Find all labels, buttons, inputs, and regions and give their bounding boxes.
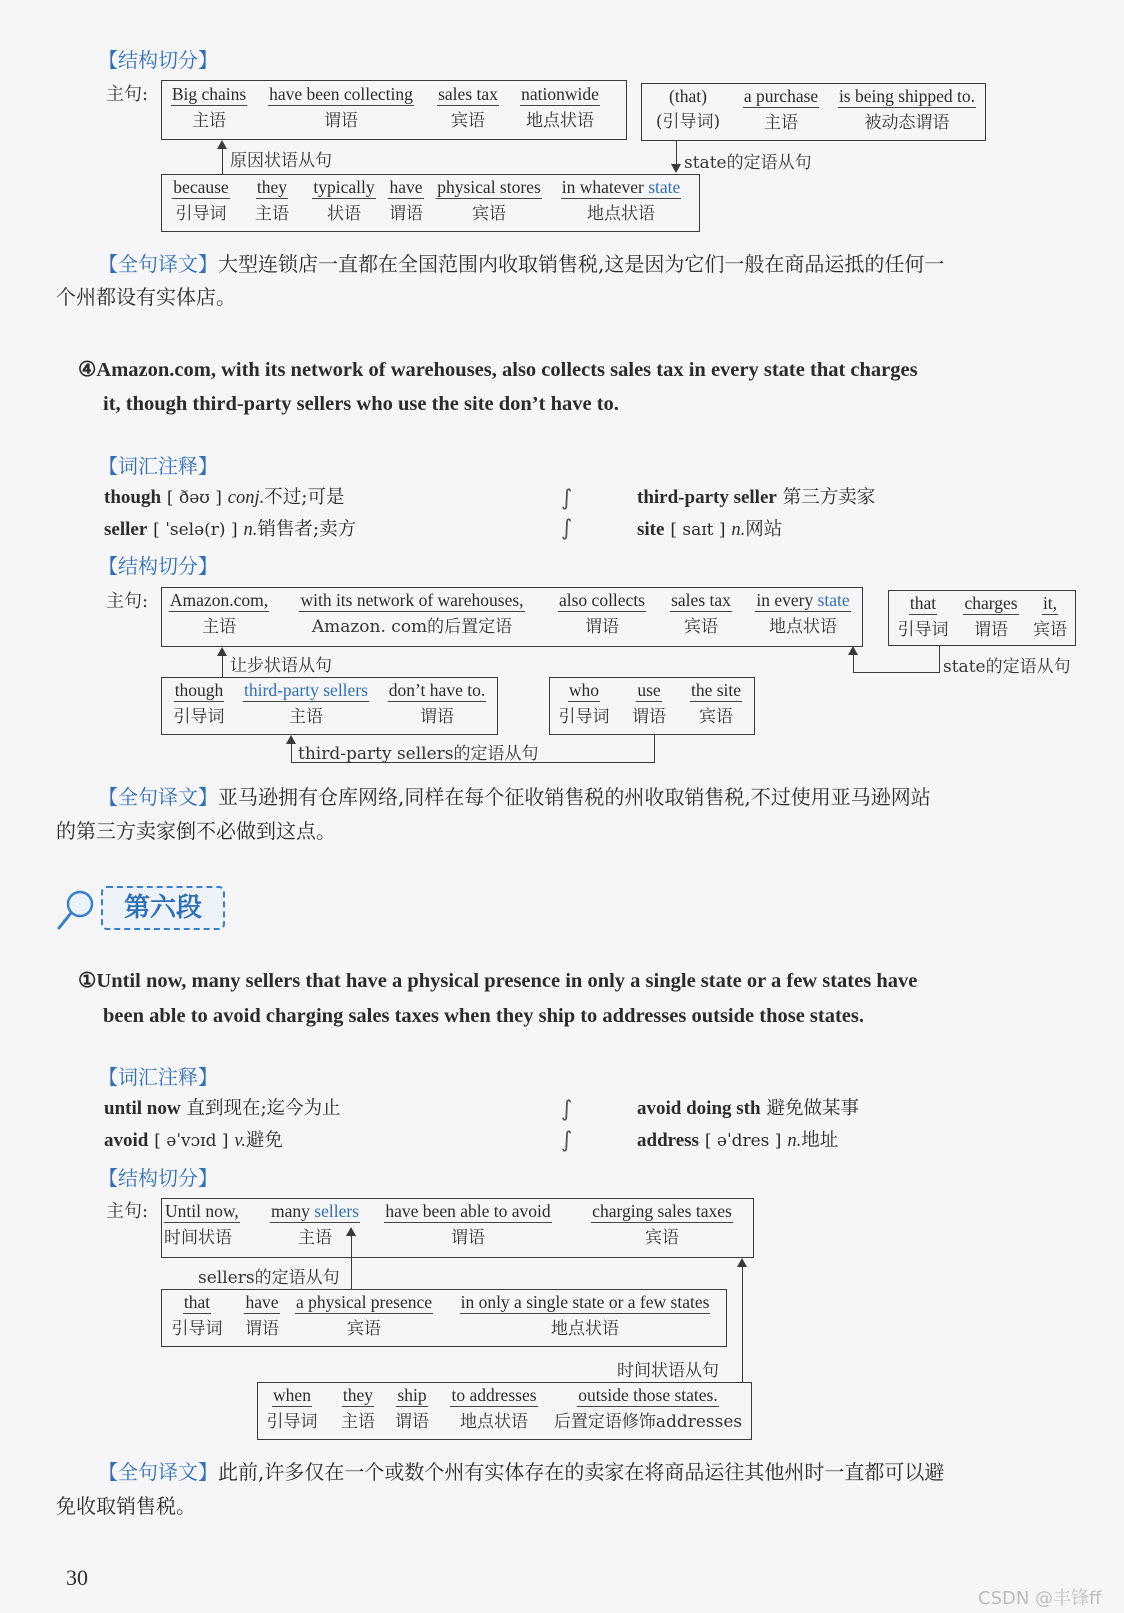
structure-label: 【结构切分】 (98, 48, 218, 72)
clause-cell: also collects 谓语 (558, 590, 645, 637)
clause-cell: sales tax 宾语 (438, 84, 498, 131)
clause-box-when (257, 1382, 752, 1440)
translation-line: 【全句译文】亚马逊拥有仓库网络,同样在每个征收销售税的州收取销售税,不过使用亚马逊网站 (98, 785, 931, 809)
clause-cell: third-party sellers 主语 (244, 680, 368, 727)
clause-cell: have 谓语 (389, 177, 423, 224)
connector (939, 646, 940, 673)
translation-line: 的第三方卖家倒不必做到这点。 (56, 819, 336, 843)
clause-cell: they 主语 (255, 177, 289, 224)
clause-cell: (that) (引导词) (655, 86, 721, 132)
connector (654, 735, 655, 763)
vocab-item: site [ saɪt ] n.网站 (637, 519, 783, 540)
clause-cell: who 引导词 (558, 680, 610, 727)
clause-cell: charges 谓语 (964, 593, 1018, 640)
clause-cell: Until now, 时间状语 (164, 1201, 239, 1248)
connector (676, 141, 677, 165)
clause-cell: in every state 地点状语 (756, 590, 850, 637)
wavy-divider: ∫ (561, 1097, 573, 1122)
watermark: CSDN @丰锋ff (978, 1588, 1102, 1609)
clause-cell: typically 状语 (313, 177, 375, 224)
structure-label: 【结构切分】 (98, 554, 218, 578)
vocab-item: avoid [ əˈvɔɪd ] v.避免 (104, 1130, 283, 1151)
magnifier-icon (56, 888, 96, 932)
clause-cell: it, 宾语 (1033, 593, 1067, 640)
clause-box-though (161, 677, 498, 735)
connector (351, 1235, 352, 1289)
clause-cell: in whatever state 地点状语 (561, 177, 681, 224)
clause-cell: to addresses 地点状语 (451, 1385, 537, 1432)
connector (291, 743, 292, 763)
clause-box-main (161, 1198, 754, 1258)
sentence-line: ①Until now, many sellers that have a physical presence in only a single state or a few states have (78, 970, 918, 992)
clause-cell: with its network of warehouses, Amazon. com的后置定语 (300, 590, 524, 637)
clause-cell: Amazon.com, 主语 (169, 590, 269, 637)
translation-line: 【全句译文】大型连锁店一直都在全国范围内收取销售税,这是因为它们一般在商品运抵的任何一 (98, 252, 945, 276)
vocab-label: 【词汇注释】 (98, 454, 218, 478)
vocab-item: third-party seller 第三方卖家 (637, 487, 876, 508)
clause-box-that (888, 590, 1076, 646)
vocab-item: until now 直到现在;迄今为止 (104, 1098, 341, 1119)
state-clause-label: state的定语从句 (684, 153, 812, 173)
clause-box-because (161, 174, 700, 232)
clause-cell: don’t have to. 谓语 (388, 680, 486, 727)
clause-cell: a purchase 主语 (743, 86, 819, 133)
vocab-item: though [ ðəʊ ] conj.不过;可是 (104, 487, 345, 508)
translation-line: 免收取销售税。 (56, 1494, 196, 1518)
clause-cell: that 引导词 (171, 1292, 223, 1339)
clause-box-main (161, 80, 627, 140)
clause-cell: they 主语 (341, 1385, 375, 1432)
clause-cell: when 引导词 (266, 1385, 318, 1432)
clause-cell: a physical presence 宾语 (295, 1292, 433, 1339)
sellers-clause-label: sellers的定语从句 (198, 1268, 340, 1288)
clause-cell: sales tax 宾语 (671, 590, 731, 637)
translation-line: 个州都设有实体店。 (56, 285, 236, 309)
arrow-down (671, 164, 681, 173)
clause-box-that (641, 83, 986, 141)
connector (853, 654, 854, 673)
clause-box-main (161, 587, 863, 647)
clause-cell: Big chains 主语 (171, 84, 247, 131)
structure-label: 【结构切分】 (98, 1166, 218, 1190)
concession-clause-label: 让步状语从句 (230, 656, 332, 676)
vocab-item: seller [ ˈselə(r) ] n.销售者;卖方 (104, 519, 357, 540)
state-clause-label: state的定语从句 (943, 657, 1071, 677)
clause-cell: have 谓语 (245, 1292, 279, 1339)
page-number: 30 (66, 1565, 88, 1590)
clause-box-who (549, 677, 755, 735)
clause-cell: that 引导词 (897, 593, 949, 640)
main-clause-label: 主句: (106, 84, 149, 105)
sellers-clause-label: third-party sellers的定语从句 (298, 744, 539, 764)
sentence-line: ④Amazon.com, with its network of warehouses, also collects sales tax in every state that charges (78, 359, 918, 381)
clause-cell: many sellers 主语 (271, 1201, 359, 1248)
clause-cell: physical stores 宾语 (437, 177, 541, 224)
translation-line: 【全句译文】此前,许多仅在一个或数个州有实体存在的卖家在将商品运往其他州时一直都可以避 (98, 1460, 945, 1484)
main-clause-label: 主句: (106, 591, 149, 612)
reason-clause-label: 原因状语从句 (230, 151, 332, 171)
sentence-line: been able to avoid charging sales taxes when they ship to addresses outside those states. (103, 1005, 865, 1027)
clause-cell: because 引导词 (173, 177, 229, 224)
connector (742, 1266, 743, 1382)
wavy-divider: ∫ (561, 1128, 573, 1153)
clause-cell: nationwide 地点状语 (521, 84, 599, 131)
sentence-line: it, though third-party sellers who use the site don’t have to. (103, 393, 619, 415)
vocab-item: avoid doing sth 避免做某事 (637, 1098, 859, 1119)
clause-cell: have been collecting 谓语 (269, 84, 413, 131)
connector (222, 655, 223, 677)
vocab-label: 【词汇注释】 (98, 1065, 218, 1089)
time-clause-label: 时间状语从句 (617, 1361, 719, 1381)
wavy-divider: ∫ (561, 516, 573, 541)
clause-cell: ship 谓语 (395, 1385, 429, 1432)
vocab-item: address [ əˈdres ] n.地址 (637, 1130, 839, 1151)
section-title: 第六段 (101, 886, 225, 930)
main-clause-label: 主句: (106, 1201, 149, 1222)
wavy-divider: ∫ (561, 486, 573, 511)
clause-cell: charging sales taxes 宾语 (592, 1201, 732, 1248)
clause-cell: though 引导词 (173, 680, 225, 727)
clause-cell: is being shipped to. 被动态谓语 (838, 86, 976, 133)
clause-cell: the site 宾语 (690, 680, 742, 727)
connector (222, 148, 223, 174)
clause-cell: have been able to avoid 谓语 (385, 1201, 551, 1248)
connector (853, 672, 939, 673)
clause-cell: use 谓语 (632, 680, 666, 727)
clause-cell: in only a single state or a few states 地点状语 (460, 1292, 710, 1339)
clause-cell: outside those states. 后置定语修饰addresses (553, 1385, 743, 1432)
clause-box-that (161, 1289, 727, 1347)
